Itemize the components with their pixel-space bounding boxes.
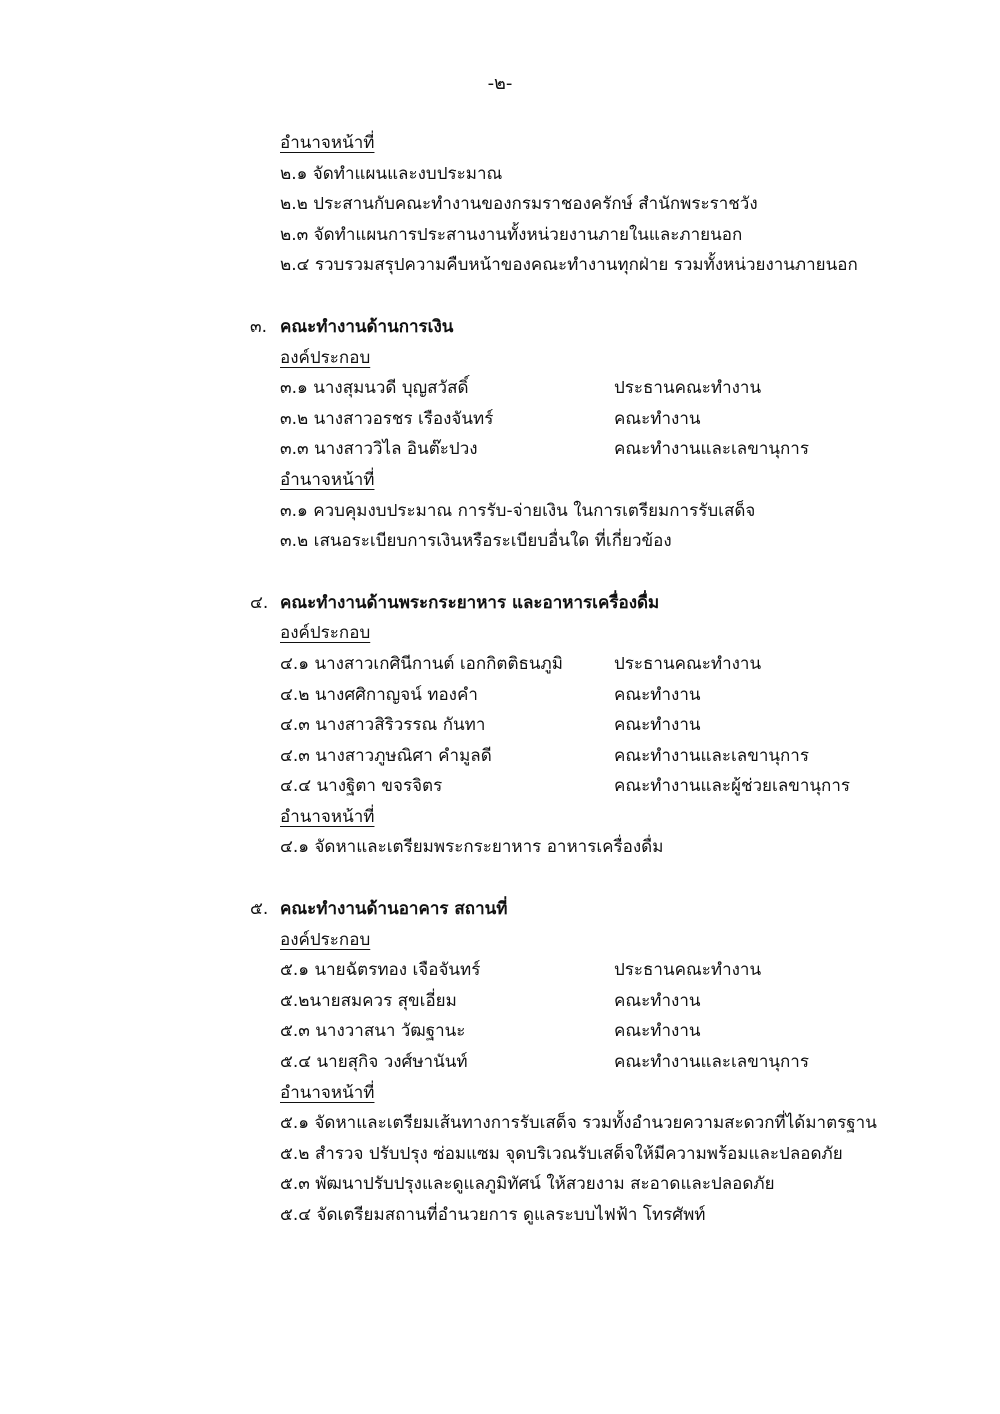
member-name: ๓.๒ นางสาวอรชร เรืองจันทร์ (280, 408, 494, 429)
section5-member-row (250, 1047, 950, 1078)
section5-heading (250, 894, 950, 925)
member-role: ประธานคณะทำงาน (614, 960, 762, 981)
member-role: คณะทำงานและเลขานุการ (614, 439, 809, 460)
member-name: ๔.๔ นางฐิตา ขจรจิตร (280, 776, 443, 797)
section5-duty: ๕.๓ พัฒนาปรับปรุงและดูแลภูมิทัศน์ ให้สวยงาม สะอาดและปลอดภัย (280, 1174, 775, 1195)
section5-member-row (250, 1016, 950, 1047)
section5-duty: ๕.๒ สำรวจ ปรับปรุง ซ่อมแซม จุดบริเวณรับเสด็จให้มีความพร้อมและปลอดภัย (280, 1143, 843, 1164)
section3-member-row (250, 373, 950, 404)
member-role: คณะทำงาน (614, 1021, 701, 1042)
section5-title: คณะทำงานด้านอาคาร สถานที่ (280, 899, 508, 920)
member-role: ประธานคณะทำงาน (614, 378, 762, 399)
section4-member-row (250, 741, 950, 772)
section2-duty: ๒.๑ จัดทำแผนและงบประมาณ (280, 163, 503, 184)
section5-member-row (250, 986, 950, 1017)
section2-duty: ๒.๓ จัดทำแผนการประสานงานทั้งหน่วยงานภายในและภายนอก (280, 224, 743, 245)
member-name: ๕.๑ นายฉัตรทอง เจือจันทร์ (280, 960, 481, 981)
section4-heading (250, 588, 950, 619)
section3-member-row (250, 404, 950, 435)
section3-heading (250, 312, 950, 343)
section2-duty: ๒.๒ ประสานกับคณะทำงานของกรมราชองครักษ์ สำนักพระราชวัง (280, 194, 758, 215)
section4-duties-label: อำนาจหน้าที่ (280, 806, 375, 827)
member-role: คณะทำงานและผู้ช่วยเลขานุการ (614, 776, 850, 797)
member-role: คณะทำงาน (614, 684, 701, 705)
member-name: ๔.๑ นางสาวเกศินีกานต์ เอกกิตติธนภูมิ (280, 653, 563, 674)
section4-duty: ๔.๑ จัดหาและเตรียมพระกระยาหาร อาหารเครื่องดื่ม (280, 837, 664, 858)
member-name: ๔.๒ นางศศิกาญจน์ ทองคำ (280, 684, 478, 705)
section3-duty: ๓.๑ ควบคุมงบประมาณ การรับ-จ่ายเงิน ในการเตรียมการรับเสด็จ (280, 500, 756, 521)
section4-member-row (250, 771, 950, 802)
member-role: ประธานคณะทำงาน (614, 653, 762, 674)
member-role: คณะทำงานและเลขานุการ (614, 745, 809, 766)
section3-number: ๓. (250, 316, 268, 337)
member-role: คณะทำงาน (614, 990, 701, 1011)
section3-duty: ๓.๒ เสนอระเบียบการเงินหรือระเบียบอื่นใด ที่เกี่ยวข้อง (280, 531, 672, 552)
member-name: ๓.๑ นางสุมนวดี บุญสวัสดิ์ (280, 378, 469, 399)
section5-duty: ๕.๑ จัดหาและเตรียมเส้นทางการรับเสด็จ รวมทั้งอำนวยความสะดวกที่ได้มาตรฐาน (280, 1113, 877, 1134)
section5-member-row (250, 955, 950, 986)
section4-member-row (250, 649, 950, 680)
section4-title: คณะทำงานด้านพระกระยาหาร และอาหารเครื่องดื่ม (280, 592, 660, 613)
page-number: -๒- (487, 73, 513, 94)
section5-duties-label: อำนาจหน้าที่ (280, 1082, 375, 1103)
section5-number: ๕. (250, 899, 269, 920)
member-name: ๕.๔ นายสุกิจ วงศ์ษานันท์ (280, 1052, 468, 1073)
section2-duties-label: อำนาจหน้าที่ (280, 133, 375, 153)
document-body (250, 128, 950, 1231)
section5-duty: ๕.๔ จัดเตรียมสถานที่อำนวยการ ดูแลระบบไฟฟ้า โทรศัพท์ (280, 1205, 706, 1225)
section3-duties-label: อำนาจหน้าที่ (280, 469, 375, 490)
section4-members-label: องค์ประกอบ (280, 623, 371, 644)
member-name: ๕.๒นายสมควร สุขเอี่ยม (280, 990, 457, 1011)
section3-member-row (250, 434, 950, 465)
section4-member-row (250, 710, 950, 741)
member-name: ๔.๓ นางสาวภูษณิศา คำมูลดี (280, 745, 492, 766)
section4-member-row (250, 680, 950, 711)
member-name: ๓.๓ นางสาววิไล อินต๊ะปวง (280, 439, 478, 460)
member-role: คณะทำงาน (614, 408, 701, 429)
section3-members-label: องค์ประกอบ (280, 347, 371, 368)
section5-members-label: องค์ประกอบ (280, 929, 371, 950)
member-role: คณะทำงานและเลขานุการ (614, 1052, 809, 1073)
member-role: คณะทำงาน (614, 715, 701, 736)
member-name: ๔.๓ นางสาวสิริวรรณ กันทา (280, 715, 486, 736)
section2-duty: ๒.๔ รวบรวมสรุปความคืบหน้าของคณะทำงานทุกฝ่าย รวมทั้งหน่วยงานภายนอก (280, 255, 858, 276)
section3-title: คณะทำงานด้านการเงิน (280, 316, 454, 337)
member-name: ๕.๓ นางวาสนา วัฒฐานะ (280, 1021, 466, 1042)
section4-number: ๔. (250, 592, 269, 613)
